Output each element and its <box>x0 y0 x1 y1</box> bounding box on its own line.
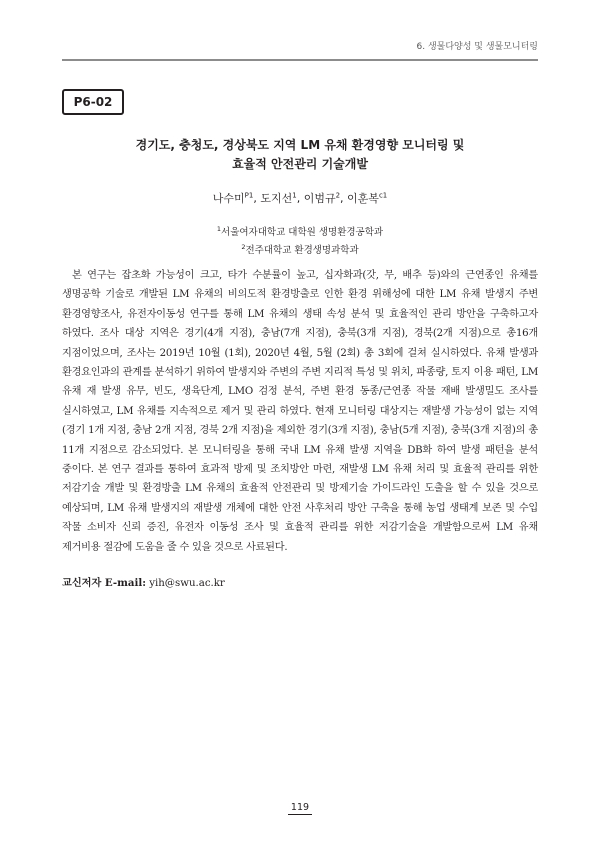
corresponding-author <box>62 574 538 589</box>
paper-title <box>62 136 538 174</box>
running-header <box>62 37 538 61</box>
author-list <box>62 190 538 206</box>
contact-email[interactable]: yih@swu.ac.kr <box>149 578 225 589</box>
contact-label: 교신저자 E-mail: <box>62 577 146 589</box>
author: 이훈복$^{c1}$ <box>347 191 388 205</box>
paper-code-badge <box>62 89 124 115</box>
section-title: 6. 생물다양성 및 생물모니터링 <box>416 42 538 52</box>
title-line-2: 효율적 안전관리 기술개발 <box>232 157 368 171</box>
page-number: 119 <box>62 802 538 813</box>
affiliation: $^1$서울여자대학교 대학원 생명환경공학과 <box>216 225 384 239</box>
author: 나수미$^{P1}$, <box>212 191 261 205</box>
abstract-body: 본 연구는 잡초화 가능성이 크고, 타가 수분률이 높고, 십자화과(갓, 무, 배추 등)와의 근연종인 유채를 생명공학 기술로 개발된 LM 유채의 비의도적 환경방출로 인한 환경 위해성에 대한 LM 유채 발생지 주변 환경영향조사, 유전자이동성 연구를 통해 LM 유채의 생태 속성 분석 및 효율적인 관리 방안을 구축하고자 하였다. 조사 대상 지역은 경기(4개 지점), 충남(7개 지점), 충북(3개 지점), 경북(2개 지점)으로 총16개 지점이었으며, 조사는 2019년 10월 (1회), 2020년 4월, 5월 (2회) 총 3회에 걸쳐 실시하였다. 유채 발생과 환경요인과의 관계를 분석하기 위하여 발생지와 주변의 주변 지리적 특성 및 위치, 파종량, 토지 이용 패턴, LM 유채 재 발생 유무, 빈도, 생육단계, LMO 검정 분석, 주변 환경 동종/근연종 작물 재배 발생밀도 조사를 실시하였고, LM 유채를 지속적으로 제거 및 관리 하였다. 현재 모니터링 대상지는 재발생 가능성이 없는 지역(경기 1개 지점, 충남 2개 지점, 경북 2개 지점)을 제외한 경기(3개 지점), 충남(5개 지점), 충북(3개 지점)의 총 11개 지점으로 감소되었다. 본 모니터링을 통해 국내 LM 유채 발생 지역을 DB화 하여 발생 패턴을 분석 중이다. 본 연구 결과를 통하여 효과적 방제 및 조치방안 마련, 재발생 LM 유채 처리 및 효율적 관리를 위한 저감기술 개발 및 환경방출 LM 유채의 효율적 안전관리 및 방제기술 가이드라인 도출을 할 수 있을 것으로 예상되며, LM 유채 발생지의 재발생 개체에 대한 안전 사후처리 방안 구축을 통해 농업 생태계 보존 및 수입 작물 소비자 신뢰 증진, 유전자 이동성 조사 및 효율적 관리를 위한 저감기술을 개발함으로써 LM 유채 제거비용 절감에 도움을 줄 수 있을 것으로 사료된다. <box>62 270 538 553</box>
affiliation-list <box>62 222 538 258</box>
title-line-1: 경기도, 충청도, 경상북도 지역 LM 유채 환경영향 모니터링 및 <box>135 138 465 152</box>
author: 도지선$^1$, <box>260 191 304 205</box>
author: 이범규$^2$, <box>303 191 348 205</box>
affiliation: $^2$전주대학교 환경생명과학과 <box>241 243 359 257</box>
paper-code: P6-02 <box>73 95 113 109</box>
